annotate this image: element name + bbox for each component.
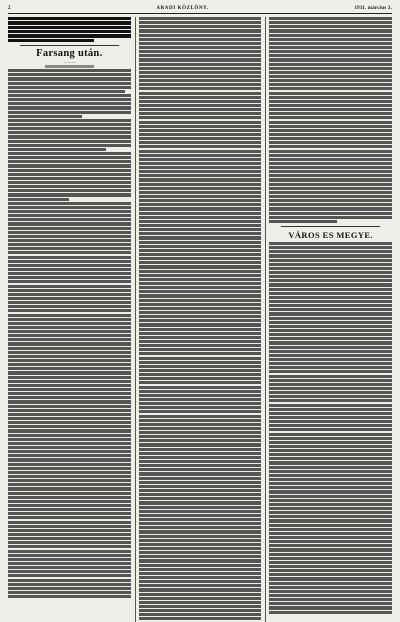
article-lead-text [8,17,131,43]
column-3 [265,17,392,622]
issue-date: 1911. március 3. [354,6,392,11]
page-number: 2 [8,6,11,11]
column-1 [8,17,131,622]
column-2 [135,17,262,622]
paper-name: ARADI KÖZLÖNY. [156,6,209,11]
divider [20,45,119,46]
article-body [269,242,392,615]
section-heading: VÁROS ES MEGYE. [288,230,373,241]
article-headline: Farsang után. [36,48,103,60]
article-body [8,65,131,599]
article-byline: — — — [63,60,76,65]
divider [281,226,380,227]
columns [8,17,392,622]
article-body [139,17,262,622]
article-body [269,17,392,224]
masthead [8,6,392,14]
